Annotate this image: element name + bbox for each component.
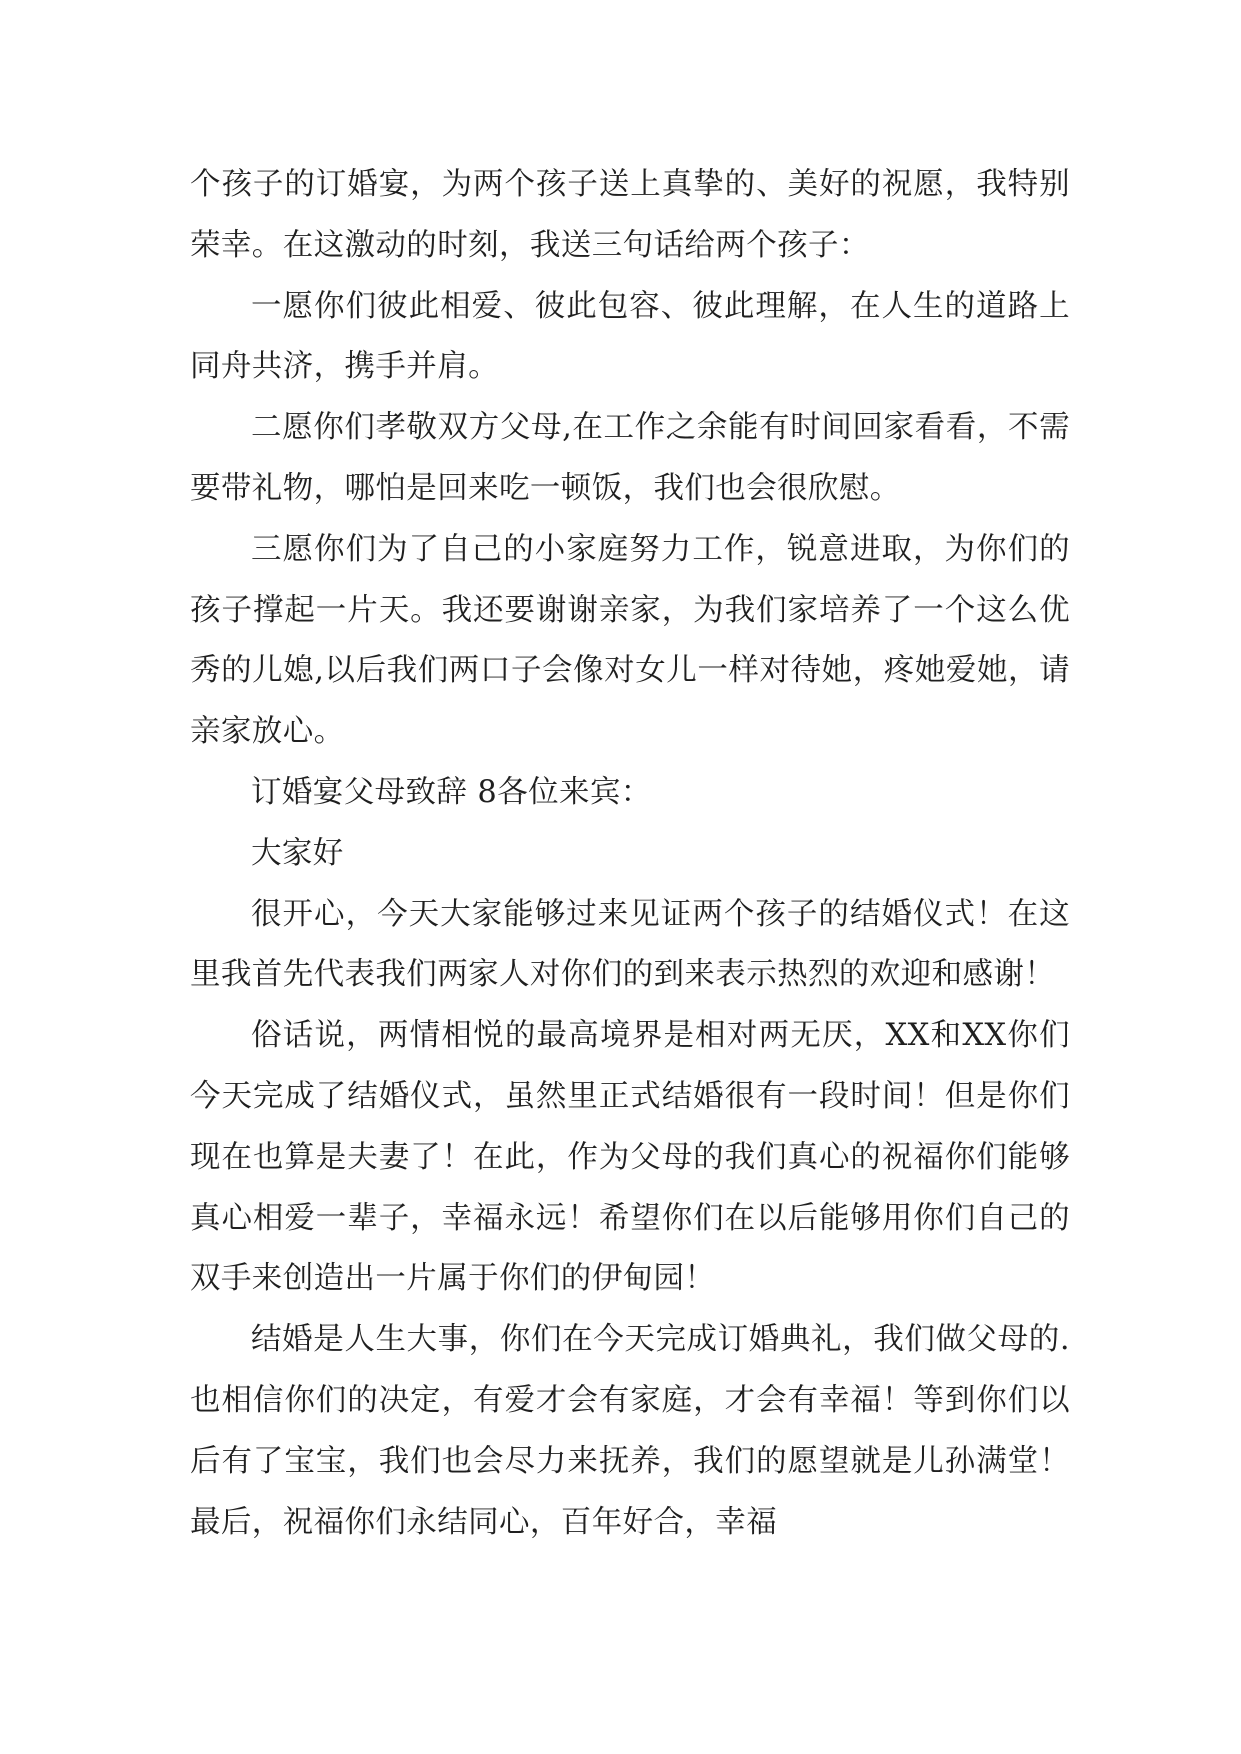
paragraph-closing: 结婚是人生大事，你们在今天完成订婚典礼，我们做父母的.也相信你们的决定，有爱才会有家庭，才会有幸福！等到你们以后有了宝宝，我们也会尽力来抚养，我们的愿望就是儿孙满堂！最后，祝福你们永结同心，百年好合，幸福 bbox=[190, 1322, 1070, 1540]
paragraph-wish-two: 二愿你们孝敬双方父母,在工作之余能有时间回家看看，不需要带礼物，哪怕是回来吃一顿饭，我们也会很欣慰。 bbox=[190, 410, 1070, 506]
paragraph-wish-three: 三愿你们为了自己的小家庭努力工作，锐意进取，为你们的孩子撑起一片天。我还要谢谢亲家，为我们家培养了一个这么优秀的儿媳,以后我们两口子会像对女儿一样对待她，疼她爱她，请亲家放心。 bbox=[190, 531, 1070, 750]
paragraph-wish-one: 一愿你们彼此相爱、彼此包容、彼此理解，在人生的道路上同舟共济，携手并肩。 bbox=[190, 288, 1070, 385]
greeting: 大家好 bbox=[251, 835, 344, 871]
section-heading: 订婚宴父母致辞 8各位来宾： bbox=[251, 774, 652, 810]
document-body bbox=[190, 155, 1070, 1553]
paragraph-blessing: 俗话说，两情相悦的最高境界是相对两无厌，XX和XX你们今天完成了结婚仪式，虽然里正式结婚很有一段时间！但是你们现在也算是夫妻了！在此，作为父母的我们真心的祝福你们能够真心相爱一辈子，幸福永远！希望你们在以后能够用你们自己的双手来创造出一片属于你们的伊甸园！ bbox=[190, 1018, 1070, 1297]
paragraph-continuation: 个孩子的订婚宴，为两个孩子送上真挚的、美好的祝愿，我特别荣幸。在这激动的时刻，我送三句话给两个孩子： bbox=[190, 167, 1070, 263]
paragraph-welcome: 很开心，今天大家能够过来见证两个孩子的结婚仪式！在这里我首先代表我们两家人对你们的到来表示热烈的欢迎和感谢！ bbox=[190, 896, 1070, 993]
